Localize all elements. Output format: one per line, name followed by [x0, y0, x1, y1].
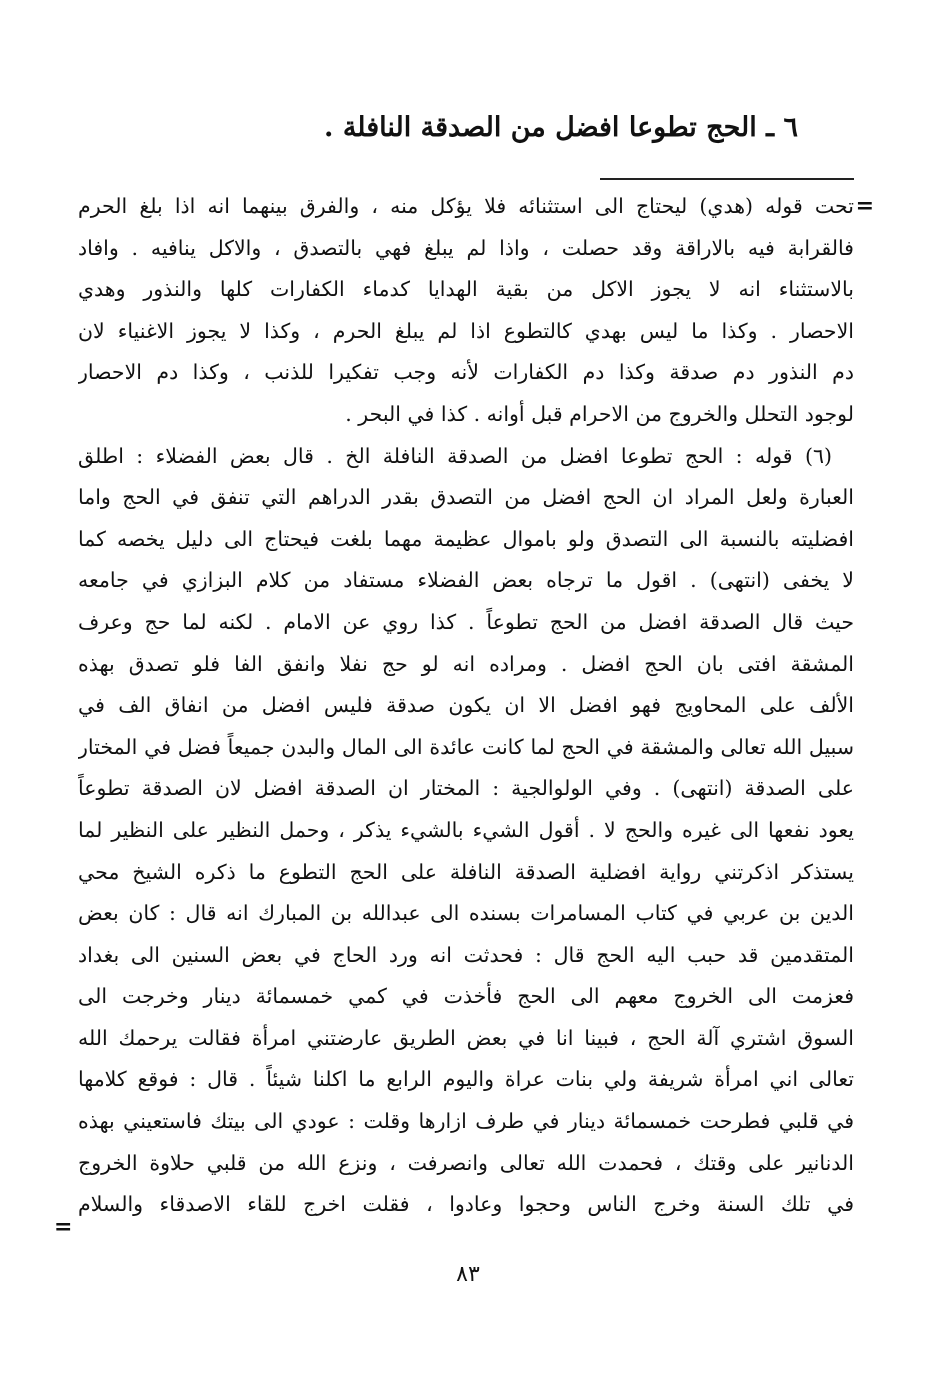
text-line: فالقرابة فيه بالاراقة وقد حصلت ، واذا لم يبلغ فهي بالتصدق ، والاكل ينافيه . وافاد: [78, 235, 854, 260]
text-line: حيث قال الصدقة افضل من الحج تطوعاً . كذا روي عن الامام . لكنه لما حج وعرف: [78, 609, 854, 634]
text-line: دم النذور دم صدقة وكذا دم الكفارات لأنه وجب تفكيرا للذنب ، وكذا دم الاحصار: [78, 360, 854, 385]
text-line: الدين بن عربي في كتاب المسامرات بسنده الى عبدالله بن المبارك انه قال : كان بعض: [78, 901, 854, 926]
text-line: السوق اشتري آلة الحج ، فبينا انا في بعض الطريق عارضتني امرأة فقالت يرحمك الله: [78, 1025, 854, 1050]
text-line: في تلك السنة وخرج الناس وحجوا وعادوا ، فقلت اخرج للقاء الاصدقاء والسلام: [78, 1192, 854, 1217]
text-line: المتقدمين قد حبب اليه الحج قال : فحدثت انه ورد الحاج في بعض السنين الى بغداد: [78, 942, 854, 967]
continuation-mark-end: =: [54, 1214, 73, 1240]
text-line: يعود نفعها الى غيره والحج لا . أقول الشيء بالشيء يذكر ، وحمل النظير على النظير لما: [78, 817, 854, 842]
text-line: سبيل الله تعالى والمشقة في الحج لما كانت عائدة الى المال والبدن جميعاً فضل في المختار: [78, 734, 854, 759]
text-line: على الصدقة (انتهى) . وفي الولوالجية : المختار ان الصدقة افضل لان الصدقة تطوعاً: [78, 776, 854, 801]
section-heading: ٦ ـ الحج تطوعا افضل من الصدقة النافلة .: [324, 112, 798, 143]
text-line: فعزمت الى الخروج معهم الى الحج فأخذت في كمي خمسمائة دينار وخرجت الى: [78, 984, 854, 1009]
text-line: الاحصار . وكذا ما ليس بهدي كالتطوع اذا لم يبلغ الحرم ، وكذا لا يجوز الاغنياء لان: [78, 318, 854, 343]
text-line: الدنانير على وقتك ، فحمدت الله تعالى وانصرفت ، ونزع الله من قلبي حلاوة الخروج: [78, 1150, 854, 1175]
text-line: الألف على المحاويج فهو افضل الا ان يكون صدقة فليس افضل من انفاق الف في: [78, 693, 854, 718]
text-line: في قلبي فطرحت خمسمائة دينار في طرف ازارها وقلت : عودي الى بيتك فاستعيني بهذه: [78, 1109, 854, 1134]
text-line: لا يخفى (انتهى) . اقول ما ترجاه بعض الفضلاء مستفاد من كلام البزازي في جامعه: [78, 568, 854, 593]
text-line: (٦) قوله : الحج تطوعا افضل من الصدقة النافلة الخ . قال بعض الفضلاء : اطلق: [78, 443, 832, 468]
text-line: العبارة ولعل المراد ان الحج افضل من التصدق بقدر الدراهم التي تنفق في الحج واما: [78, 485, 854, 510]
text-line: تحت قوله (هدي) ليحتاج الى استثنائه فلا يؤكل منه ، والفرق بينهما انه اذا بلغ الحرم: [78, 194, 854, 218]
text-line: لوجود التحلل والخروج من الاحرام قبل أوانه . كذا في البحر .: [345, 401, 854, 426]
text-line: بالاستثناء انه لا يجوز الاكل من بقية الهدايا كدماء الكفارات كلها والنذور وهدي: [78, 277, 854, 302]
text-line: يستذكر اذكرتني رواية افضلية الصدقة النافلة على الحج التطوع ما ذكره الشيخ محي: [78, 859, 854, 884]
text-line: تعالى اني امرأة شريفة ولي بنات عراة واليوم الرابع ما اكلنا شيئاً . قال : فوقع كلامها: [78, 1067, 854, 1092]
text-line: افضليته بالنسبة الى التصدق ولو باموال عظيمة مهما بلغت فيحتاج الى دليل يخصه كما: [78, 526, 854, 551]
continuation-mark-start: =: [855, 193, 874, 219]
text-line: المشقة افتى بان الحج افضل . ومراده انه لو حج نفلا وانفق الفا فلو تصدق بهذه: [78, 651, 854, 676]
page-number: ٨٣: [456, 1262, 480, 1287]
footnote-separator-rule: [600, 178, 854, 180]
footnote-body: [78, 186, 854, 1226]
